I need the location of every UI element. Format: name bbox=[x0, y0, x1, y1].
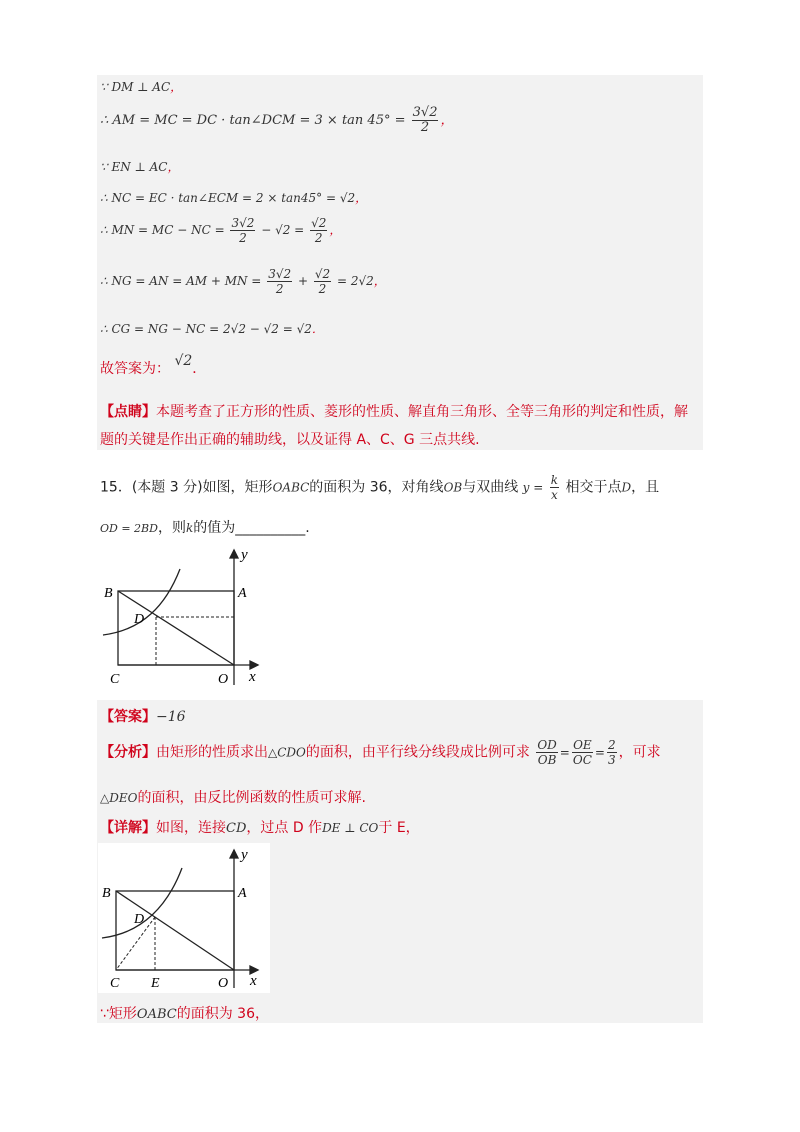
detail-15: 【详解】如图，连接CD，过点 D 作DE ⊥ CO于 E， bbox=[100, 820, 420, 836]
step-line: ∴ AM = MC = DC · tan∠DCM = 3 × tan 45° = $\frac{3√2}{2}$ ， bbox=[100, 105, 454, 135]
label-b: B bbox=[102, 886, 111, 901]
label-c: C bbox=[110, 976, 120, 991]
label-e: E bbox=[151, 976, 160, 991]
label-y: y bbox=[241, 847, 248, 863]
fraction: $\frac{√2}{2}$ bbox=[314, 267, 331, 296]
fraction: $\frac{3√2}{2}$ bbox=[412, 105, 438, 135]
label-x: x bbox=[249, 669, 256, 685]
label-x: x bbox=[250, 973, 257, 989]
label-c: C bbox=[110, 672, 120, 687]
answer-15: 【答案】−16 bbox=[100, 709, 186, 725]
step-line: ∴ MN = MC − NC = $\frac{3√2}{2}$ − √2 = $\frac{√2}{2}$ ， bbox=[100, 216, 342, 245]
step-line: ∵ EN ⊥ AC， bbox=[100, 160, 180, 174]
solution-15-figure bbox=[98, 843, 270, 993]
comment-line: 题的关键是作出正确的辅助线，以及证得 A、C、G 三点共线. bbox=[100, 432, 480, 448]
fraction: $\frac{√2}{2}$ bbox=[311, 216, 327, 245]
label-b: B bbox=[104, 586, 113, 601]
problem-15-figure bbox=[98, 545, 273, 690]
analysis-15: 【分析】由矩形的性质求出△CDO的面积，由平行线分线段成比例可求 $\frac{OD}{OB}$ = $\frac{OE}{OC}$ = $\frac{2}{3}$ ，可求 bbox=[100, 738, 661, 767]
step-line: ∴ NG = AN = AM + MN = $\frac{3√2}{2}$ + $\frac{√2}{2}$ = 2√2， bbox=[100, 267, 386, 296]
label-o: O bbox=[218, 976, 229, 991]
label-y: y bbox=[241, 547, 248, 563]
answer-line: 故答案为： √2． bbox=[100, 353, 207, 377]
label-o: O bbox=[218, 672, 229, 687]
label-a: A bbox=[238, 886, 247, 901]
analysis-15-2: △DEO的面积，由反比例函数的性质可求解. bbox=[100, 790, 366, 806]
label-d: D bbox=[134, 912, 145, 927]
fraction: $\frac{3√2}{2}$ bbox=[268, 267, 292, 296]
last-line: ∵矩形OABC的面积为 36， bbox=[100, 1006, 269, 1022]
step-line: ∵ DM ⊥ AC， bbox=[100, 80, 183, 94]
problem-15-text: 15．(本题 3 分)如图，矩形OABC的面积为 36，对角线OB与双曲线 y = $\frac{k}{x}$ 相交于点D，且 bbox=[100, 473, 660, 502]
problem-15-text-2: OD = 2BD，则k的值为__________. bbox=[100, 520, 310, 536]
step-line: ∴ NC = EC · tan∠ECM = 2 × tan45° = √2， bbox=[100, 191, 368, 205]
label-d: D bbox=[134, 612, 145, 627]
step-line: ∴ CG = NG − NC = 2√2 − √2 = √2． bbox=[100, 322, 324, 336]
fraction: $\frac{3√2}{2}$ bbox=[231, 216, 255, 245]
label-a: A bbox=[238, 586, 247, 601]
comment-line: 【点睛】本题考查了正方形的性质、菱形的性质、解直角三角形、全等三角形的判定和性质，解 bbox=[100, 404, 688, 420]
